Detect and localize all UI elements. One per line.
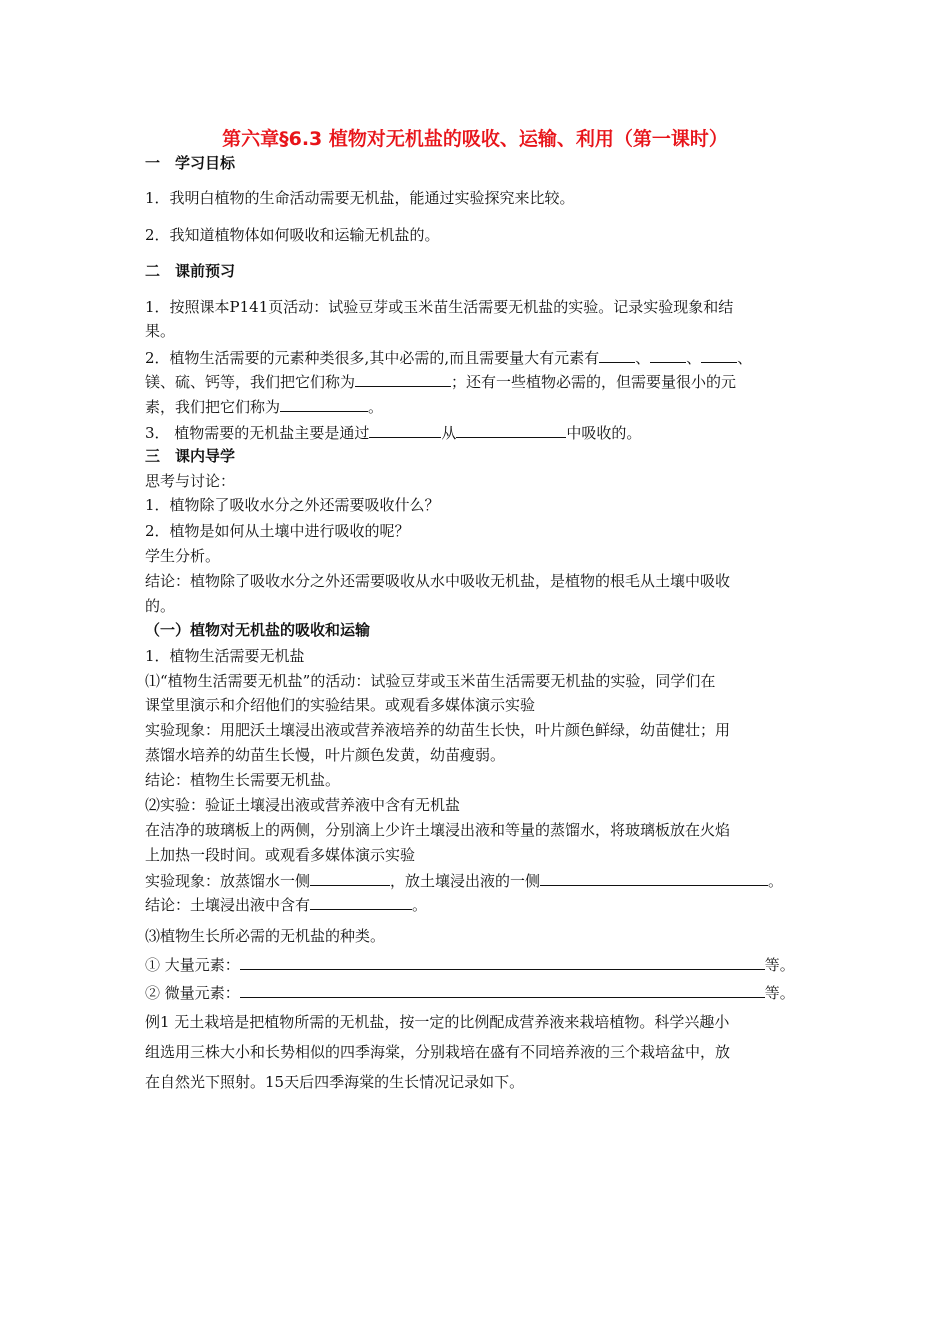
section-heading-guide: 三 课内导学	[145, 447, 236, 465]
blank-field[interactable]	[355, 371, 451, 387]
goal-item: 2．我知道植物体如何吸收和运输无机盐的。	[145, 226, 440, 244]
guide-fill-line	[145, 870, 783, 891]
blank-field[interactable]	[456, 422, 566, 438]
guide-text: ，放土壤浸出液的一侧	[390, 872, 541, 890]
example-text: 在自然光下照射。15天后四季海棠的生长情况记录如下。	[145, 1073, 525, 1091]
goal-item: 1．我明白植物的生命活动需要无机盐，能通过实验探究来比较。	[145, 189, 575, 207]
guide-text: ② 微量元素：	[145, 984, 240, 1002]
guide-text: 。	[768, 872, 784, 890]
guide-text: 结论：土壤浸出液中含有	[145, 896, 311, 914]
guide-text: 等。	[764, 984, 795, 1002]
subsection-heading: （一）植物对无机盐的吸收和运输	[145, 621, 371, 639]
example-text: 组选用三株大小和长势相似的四季海棠，分别栽培在盛有不同培养液的三个栽培盆中，放	[145, 1043, 731, 1061]
preview-fill-line	[145, 396, 383, 417]
blank-field[interactable]	[540, 870, 768, 886]
guide-fill-line	[145, 894, 427, 915]
guide-text: 结论：植物除了吸收水分之外还需要吸收从水中吸收无机盐，是植物的根毛从土壤中吸收	[145, 572, 731, 590]
preview-text: 。	[368, 398, 384, 416]
preview-text: 素，我们把它们称为	[145, 398, 281, 416]
guide-text: ⑴“植物生活需要无机盐”的活动：试验豆芽或玉米苗生活需要无机盐的实验，同学们在	[145, 672, 716, 690]
blank-field[interactable]	[701, 347, 737, 363]
guide-text: 蒸馏水培养的幼苗生长慢，叶片颜色发黄，幼苗瘦弱。	[145, 746, 506, 764]
guide-fill-line	[145, 982, 795, 1003]
preview-text: 从	[441, 424, 457, 442]
preview-text: 镁、硫、钙等，我们把它们称为	[145, 373, 356, 391]
guide-text: ⑶植物生长所必需的无机盐的种类。	[145, 927, 386, 945]
blank-field[interactable]	[310, 870, 390, 886]
preview-text: 果。	[145, 322, 176, 340]
guide-text: 实验现象：用肥沃土壤浸出液或营养液培养的幼苗生长快，叶片颜色鲜绿，幼苗健壮；用	[145, 721, 731, 739]
guide-fill-line	[145, 954, 795, 975]
preview-text: 中吸收的。	[566, 424, 642, 442]
guide-text: 1．植物除了吸收水分之外还需要吸收什么？	[145, 496, 440, 514]
blank-field[interactable]	[280, 396, 368, 412]
blank-field[interactable]	[310, 894, 412, 910]
example-text: 例1 无土栽培是把植物所需的无机盐，按一定的比例配成营养液来栽培植物。科学兴趣小	[145, 1013, 730, 1031]
blank-field[interactable]	[650, 347, 686, 363]
page-title: 第六章§6.3 植物对无机盐的吸收、运输、利用（第一课时）	[222, 128, 728, 150]
guide-text: 课堂里演示和介绍他们的实验结果。或观看多媒体演示实验	[145, 696, 536, 714]
guide-text: 实验现象：放蒸馏水一侧	[145, 872, 311, 890]
preview-fill-line	[145, 371, 736, 392]
guide-text: ⑵实验：验证土壤浸出液或营养液中含有无机盐	[145, 796, 461, 814]
preview-text: ；还有一些植物必需的，但需要量很小的元	[451, 373, 737, 391]
preview-fill-line	[145, 422, 641, 443]
preview-text: 3． 植物需要的无机盐主要是通过	[145, 424, 370, 442]
blank-field[interactable]	[240, 982, 765, 998]
section-heading-goals: 一 学习目标	[145, 154, 236, 172]
section-heading-preview: 二 课前预习	[145, 262, 236, 280]
guide-text: ① 大量元素：	[145, 956, 240, 974]
guide-text: 等。	[764, 956, 795, 974]
separator: 、	[635, 349, 651, 367]
blank-field[interactable]	[240, 954, 765, 970]
guide-text: 。	[412, 896, 428, 914]
blank-field[interactable]	[369, 422, 441, 438]
guide-text: 在洁净的玻璃板上的两侧，分别滴上少许土壤浸出液和等量的蒸馏水，将玻璃板放在火焰	[145, 821, 731, 839]
blank-field[interactable]	[599, 347, 635, 363]
guide-text: 1．植物生活需要无机盐	[145, 647, 305, 665]
preview-fill-line	[145, 347, 752, 368]
preview-text: 1．按照课本P141页活动：试验豆芽或玉米苗生活需要无机盐的实验。记录实验现象和结	[145, 298, 734, 316]
guide-text: 结论：植物生长需要无机盐。	[145, 771, 341, 789]
guide-text: 上加热一段时间。或观看多媒体演示实验	[145, 846, 416, 864]
guide-text: 思考与讨论：	[145, 472, 236, 490]
guide-text: 2．植物是如何从土壤中进行吸收的呢？	[145, 522, 410, 540]
guide-text: 学生分析。	[145, 547, 221, 565]
separator: 、	[686, 349, 702, 367]
preview-text: 2．植物生活需要的元素种类很多,其中必需的,而且需要量大有元素有	[145, 349, 600, 367]
separator: 、	[737, 349, 753, 367]
guide-text: 的。	[145, 597, 176, 615]
